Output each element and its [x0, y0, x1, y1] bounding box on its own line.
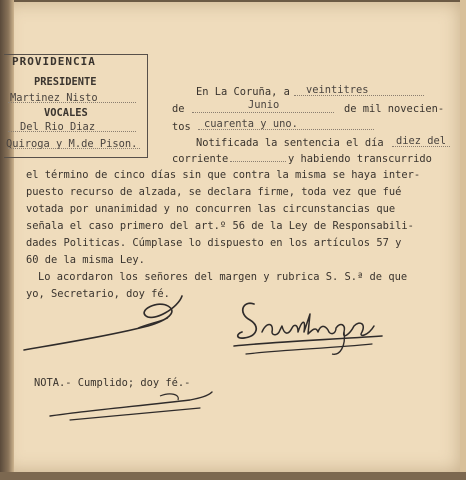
notification-prefix: Notificada la sentencia el día: [196, 137, 384, 149]
providencia-heading: PROVIDENCIA: [12, 55, 96, 68]
left-signature-flourish: [18, 288, 188, 358]
corriente-word: corriente: [172, 153, 229, 165]
notification-day-line: [392, 146, 450, 147]
santiago-signature: [232, 290, 402, 365]
vocal-name-2: Quiroga y M.de Pison.: [6, 138, 138, 150]
month-suffix: de mil novecien-: [344, 103, 445, 115]
body-line-5: dades Politicas. Cúmplase lo dispuesto en los artículos 57 y: [26, 237, 402, 249]
page-bottom-edge: [0, 472, 466, 480]
date-year: cuarenta y uno.: [204, 118, 298, 130]
date-day-line: [294, 95, 424, 96]
vocal-name-1: Del Rio Diaz: [20, 121, 96, 133]
date-month: Junio: [248, 99, 280, 111]
nota-initials-signature: [40, 386, 220, 426]
notification-day: diez del: [396, 135, 447, 147]
month-prefix: de: [172, 103, 185, 115]
body-line-3: votada por unanimidad y no concurren las circunstancias que: [26, 203, 396, 215]
president-label: PRESIDENTE: [34, 76, 97, 88]
vocal-line-2: [8, 148, 140, 149]
body-line-4: señala el caso primero del art.º 56 de la Ley de Responsabili-: [26, 220, 414, 232]
president-name: Martinez Nisto: [10, 92, 98, 104]
date-year-line: [198, 129, 374, 130]
body-line-1: el término de cinco días sin que contra la misma se haya inter-: [26, 169, 421, 181]
closing-line-1: Lo acordaron los señores del margen y rubrica S. S.ª de que: [38, 271, 408, 283]
president-line: [8, 102, 136, 103]
date-day: veintitres: [306, 84, 369, 96]
body-line-6: 60 de la misma Ley.: [26, 254, 145, 266]
date-month-line: [192, 112, 334, 113]
year-prefix: tos: [172, 121, 191, 133]
body-line-2: puesto recurso de alzada, se declara firme, toda vez que fué: [26, 186, 402, 198]
corriente-line: [230, 161, 286, 162]
closing-line-2: yo, Secretario, doy fé.: [26, 288, 170, 300]
transcurrido-text: y habiendo transcurrido: [288, 153, 432, 165]
nota-text: NOTA.- Cumplido; doy fé.-: [34, 377, 191, 389]
vocal-line-1: [8, 131, 136, 132]
page-edge: [460, 0, 466, 480]
date-line-prefix: En La Coruña, a: [196, 86, 290, 98]
vocales-label: VOCALES: [44, 107, 88, 119]
